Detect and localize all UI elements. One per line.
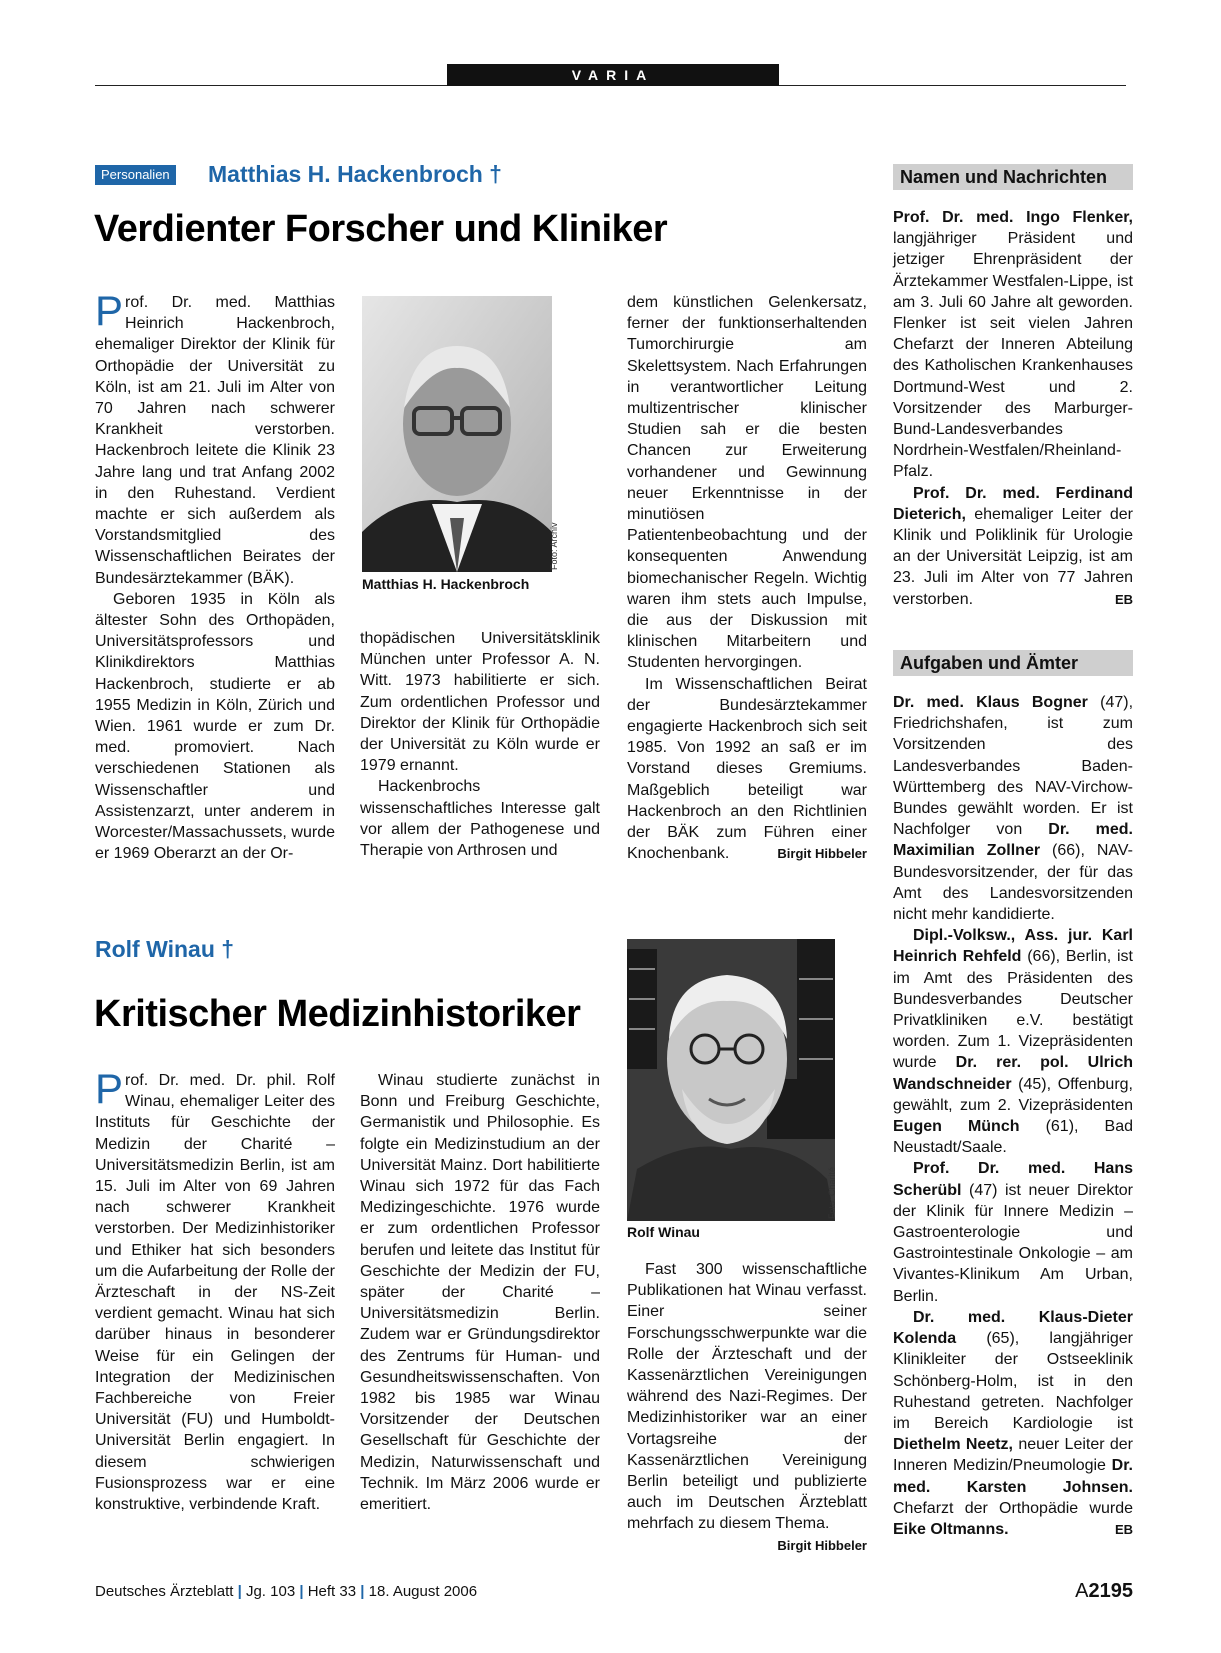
- sidebar-heading-duties: Aufgaben und Ämter: [893, 650, 1133, 676]
- person-name: Dr. med. Klaus-Dieter Kolenda: [893, 1308, 1133, 1348]
- portrait-illustration: [362, 296, 552, 572]
- sidebar-text: (65), langjähriger Klinikleiter der Ostseeklinik Schönberg-Holm, ist in den Ruhestand getreten. Nachfolger im Bereich Kardiologie ist: [893, 1330, 1133, 1432]
- journal-date: 18. August 2006: [368, 1583, 478, 1600]
- article1-column-2: [360, 628, 600, 861]
- section-label: VARIA: [447, 64, 779, 86]
- article2-paragraph: Fast 300 wissenschaftliche Publikationen hat Winau verfasst. Einer seiner Forschungsschwerpunkte war die Rolle der Ärzteschaft und der Kassenärztlichen Vereinigungen während des Nazi-Regimes. Der Medizinhistoriker war an einer Vortagsreihe der Kassenärztlichen Vereinigung Berlin beteiligt und publizierte auch im Deutschen Ärzteblatt mehrfach zu diesem Thema.: [627, 1261, 867, 1533]
- sidebar-text: (47) ist neuer Direktor der Klinik für Innere Medizin – Gastroenterologie und Gastrointestinale Onkologie – am Vivantes-Klinikum Am Urban, Berlin.: [893, 1181, 1134, 1305]
- person-name: Eugen Münch: [893, 1118, 1020, 1136]
- footer-separator: |: [237, 1583, 242, 1600]
- photo-credit: Foto: Charité: [827, 1166, 837, 1219]
- dropcap: P: [95, 1065, 124, 1112]
- author-byline: Birgit Hibbeler: [777, 846, 867, 862]
- article1-paragraph: rof. Dr. med. Matthias Heinrich Hackenbroch, ehemaliger Direktor der Klinik für Orthopädie der Universität zu Köln, ist am 21. Juli im Alter von 70 Jahren nach schwerer Krankheit verstorben. Hackenbroch leitete die Klinik 23 Jahre lang und trat Anfang 2002 in den Ruhestand. Verdient machte er sich außerdem als Vorstandsmitglied des Wissenschaftlichen Beirates der Bundesärztekammer (BÄK).: [95, 294, 335, 587]
- sidebar-names-news: [893, 207, 1133, 610]
- author-byline: Birgit Hibbeler: [777, 1537, 867, 1553]
- person-name: Dr. med. Karsten Johnsen.: [893, 1457, 1133, 1496]
- sidebar-text: (66), Berlin, ist im Amt des Präsidenten des Bundesverbandes Deutscher Privatkliniken e.V. bestätigt worden. Zum 1. Vizepräsidenten wurde: [893, 948, 1133, 1072]
- person-name: Eike Oltmanns.: [893, 1520, 1009, 1538]
- portrait-illustration: [627, 939, 835, 1221]
- portrait-photo-hackenbroch: [362, 296, 552, 572]
- sidebar-text: (45), Offenburg, gewählt, zum 2. Vizepräsidenten: [893, 1075, 1133, 1114]
- person-name: Diethelm Neetz,: [893, 1436, 1013, 1454]
- journal-issue: Heft 33: [307, 1583, 357, 1600]
- sidebar-text: (61), Bad Neustadt/Saale.: [893, 1118, 1133, 1157]
- article2-column-2: [360, 1070, 600, 1515]
- article2-column-3: [627, 1259, 867, 1556]
- article1-paragraph: dem künstlichen Gelenkersatz, ferner der funktionserhaltenden Tumorchirurgie am Skelettsystem. Nach Erfahrungen in verantwortlicher Leitung multizentrischer klinischer Studien sah er die besten Chancen zur Erweiterung vorhandener und Gewinnung neuer Erkenntnisse in der minutiösen Patientenbeobachtung und der konsequenten Anwendung biomechanischer Regeln. Wichtig waren ihm stets auch Impulse, die aus der Diskussion mit klinischen Mitarbeitern und Studenten hervorgingen.: [627, 294, 867, 672]
- sidebar-text: ehemaliger Leiter der Klinik und Poliklinik für Urologie an der Universität Leipzig, ist am 23. Juli im Alter von 77 Jahren verstorben.: [893, 505, 1133, 608]
- sidebar-text: (47), Friedrichshafen, ist zum Vorsitzenden des Landesverbandes Baden-Württemberg des NAV-Virchow-Bundes gewählt worden. Er ist Nachfolger von: [893, 694, 1134, 839]
- sidebar-text: Chefarzt der Orthopädie wurde: [893, 1499, 1133, 1517]
- sidebar-signature: EB: [1114, 591, 1133, 607]
- article2-paragraph: rof. Dr. med. Dr. phil. Rolf Winau, ehemaliger Leiter des Instituts für Geschichte der Medizin der Charité – Universitätsmedizin Berlin, ist am 15. Juli im Alter von 69 Jahren nach schwerer Krankheit verstorben. Der Medizinhistoriker und Ethiker hat sich besonders um die Aufarbeitung der Rolle der Ärzteschaft in der NS-Zeit verdient gemacht. Winau hat sich darüber hinaus in besonderer Weise für ein Gelingen der Integration der Medizinischen Fachbereiche von Freier Universität (FU) und Humboldt-Universität Berlin engagiert. In diesem schwierigen Fusionsprozess war er eine konstruktive, verbindende Kraft.: [95, 1072, 335, 1514]
- article2-column-1: [95, 1065, 335, 1515]
- portrait-photo-winau: [627, 939, 835, 1221]
- sidebar-text: (66), NAV-Bundesvorsitzender, der für das Amt des Landesvorsitzenden nicht mehr kandidierte.: [893, 842, 1133, 924]
- article1-kicker: Matthias H. Hackenbroch †: [208, 161, 502, 187]
- page-prefix: A: [1075, 1580, 1089, 1602]
- footer-separator: |: [360, 1583, 365, 1600]
- article2-kicker: Rolf Winau †: [95, 936, 235, 962]
- article1-column-1: [95, 287, 335, 864]
- photo-caption: Matthias H. Hackenbroch: [362, 576, 530, 592]
- photo-credit: Foto: Archiv: [549, 522, 559, 570]
- person-name: Prof. Dr. med. Ingo Flenker,: [893, 209, 1133, 226]
- article1-paragraph: thopädischen Universitätsklinik München unter Professor A. N. Witt. 1973 habilitierte er sich. Zum ordentlichen Professor und Direktor der Klinik für Orthopädie der Universität zu Köln wurde er 1979 ernannt.: [360, 630, 600, 775]
- sidebar-duties-offices: [893, 692, 1133, 1540]
- sidebar-text: neuer Leiter der Inneren Medizin/Pneumologie: [893, 1436, 1133, 1475]
- article1-column-3: [627, 292, 867, 864]
- sidebar-heading-names: Namen und Nachrichten: [893, 164, 1133, 190]
- person-name: Prof. Dr. med. Hans Scherübl: [893, 1160, 1133, 1199]
- page-number: [1075, 1580, 1133, 1603]
- person-name: Dr. med. Klaus Bogner: [893, 694, 1088, 711]
- article1-paragraph: Im Wissenschaftlichen Beirat der Bundesärztekammer engagierte Hackenbroch sich seit 1985. Von 1992 an saß er im Vorstand dieses Gremiums. Maßgeblich beteiligt war Hackenbroch an den Richtlinien der BÄK zum Führen einer Knochenbank.: [627, 675, 867, 863]
- dropcap: P: [95, 287, 124, 334]
- footer-separator: |: [299, 1583, 304, 1600]
- photo-caption: Rolf Winau: [627, 1224, 700, 1240]
- article2-paragraph: Winau studierte zunächst in Bonn und Freiburg Geschichte, Germanistik und Philosophie. Es folgte ein Medizinstudium an der Universität Mainz. Dort habilitierte Winau sich 1972 für das Fach Medizingeschichte. 1976 wurde er zum ordentlichen Professor berufen und leitete das Institut für Geschichte der Medizin der FU, später der Charité – Universitätsmedizin Berlin. Zudem war er Gründungsdirektor des Zentrums für Human- und Gesundheitswissenschaften. Von 1982 bis 1985 war Winau Vorsitzender der Deutschen Gesellschaft für Geschichte der Medizin, Naturwissenschaft und Technik. Im März 2006 wurde er emeritiert.: [360, 1072, 600, 1514]
- article1-headline: Verdienter Forscher und Kliniker: [94, 208, 668, 250]
- page-number-value: 2195: [1088, 1580, 1133, 1602]
- person-name: Dr. rer. pol. Ulrich Wandschneider: [893, 1054, 1133, 1093]
- journal-volume: Jg. 103: [245, 1583, 296, 1600]
- category-tag: Personalien: [95, 165, 176, 185]
- person-name: Prof. Dr. med. Ferdinand Dieterich,: [893, 484, 1133, 523]
- sidebar-text: langjähriger Präsident und jetziger Ehrenpräsident der Ärztekammer Westfalen-Lippe, ist am 3. Juli 60 Jahre alt geworden. Flenker ist seit vielen Jahren Chefarzt der Inneren Abteilung des Katholischen Krankenhauses Dortmund-West und 2. Vorsitzender des Marburger-Bund-Landesverbandes Nordrhein-Westfalen/Rheinland-Pfalz.: [893, 230, 1133, 481]
- article1-paragraph: Geboren 1935 in Köln als ältester Sohn des Orthopäden, Universitätsprofessors und Klinikdirektors Matthias Hackenbroch, studierte er ab 1955 Medizin in Köln, Zürich und Wien. 1961 wurde er zum Dr. med. promoviert. Nach verschiedenen Stationen als Wissenschaftler und Assistenzarzt, unter anderem in Worcester/Massachussets, wurde er 1969 Oberarzt an der Or-: [95, 590, 335, 863]
- person-name: Dr. med. Maximilian Zollner: [893, 821, 1133, 860]
- article1-paragraph: Hackenbrochs wissenschaftliches Interesse galt vor allem der Pathogenese und Therapie von Arthrosen und: [360, 778, 600, 860]
- journal-name: Deutsches Ärzteblatt: [95, 1583, 234, 1600]
- article2-headline: Kritischer Medizinhistoriker: [94, 993, 581, 1035]
- sidebar-signature: EB: [1114, 1521, 1133, 1537]
- person-name: Dipl.-Volksw., Ass. jur. Karl Heinrich Rehfeld: [893, 927, 1133, 966]
- page-footer: [95, 1583, 477, 1600]
